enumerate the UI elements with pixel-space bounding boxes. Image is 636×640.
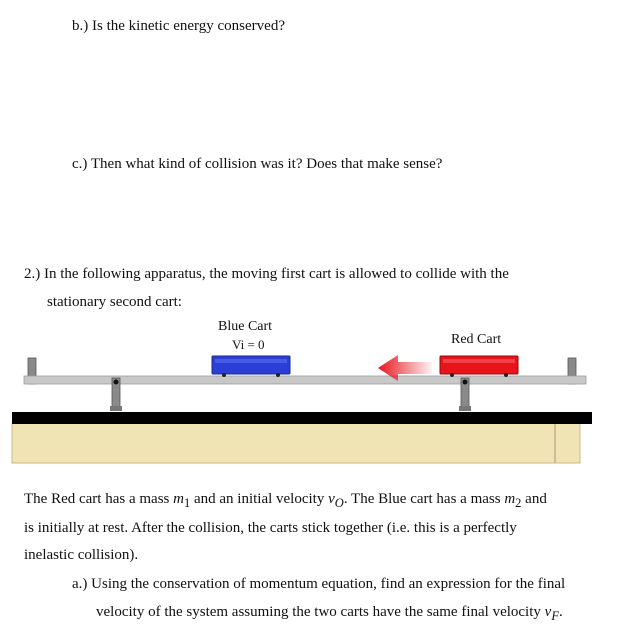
paragraph-text: The Red cart has a mass	[24, 491, 174, 507]
red-cart	[440, 356, 518, 377]
paragraph-line-1: The Red cart has a mass $m_1$ and an initial velocity $v_O$. The Blue cart has a mass $m_2$ and	[24, 491, 547, 510]
track	[24, 376, 586, 384]
apparatus-diagram	[0, 315, 636, 475]
left-support-leg	[110, 378, 122, 411]
right-support-leg	[459, 378, 471, 411]
blue-cart-velocity: Vi = 0	[232, 337, 265, 352]
table-body	[12, 423, 580, 463]
mass-m2: $m_2$	[504, 491, 522, 510]
paragraph-line-3: inelastic collision).	[24, 547, 139, 563]
question-a-line-2: velocity of the system assuming the two carts have the same final velocity $v_F$.	[96, 604, 563, 623]
red-cart-label: Red Cart	[451, 332, 502, 347]
table-top	[12, 412, 592, 424]
blue-cart-label: Blue Cart	[218, 319, 273, 334]
question-c: c.) Then what kind of collision was it? Does that make sense?	[72, 156, 443, 172]
blue-cart	[212, 356, 290, 377]
velocity-vf: $v_F$	[544, 604, 559, 623]
question-b: b.) Is the kinetic energy conserved?	[72, 18, 285, 34]
question-a-line-1: a.) Using the conservation of momentum equation, find an expression for the final	[72, 576, 566, 592]
paragraph-line-2: is initially at rest. After the collision, the carts stick together (i.e. this is a perfectly	[24, 520, 517, 536]
problem-2-line-2: stationary second cart:	[47, 294, 182, 310]
velocity-v0: $v_O$	[328, 491, 344, 510]
problem-2-line-1: 2.) In the following apparatus, the moving first cart is allowed to collide with the	[24, 266, 509, 282]
mass-m1: $m_1$	[173, 491, 191, 510]
apparatus-figure	[0, 315, 636, 475]
